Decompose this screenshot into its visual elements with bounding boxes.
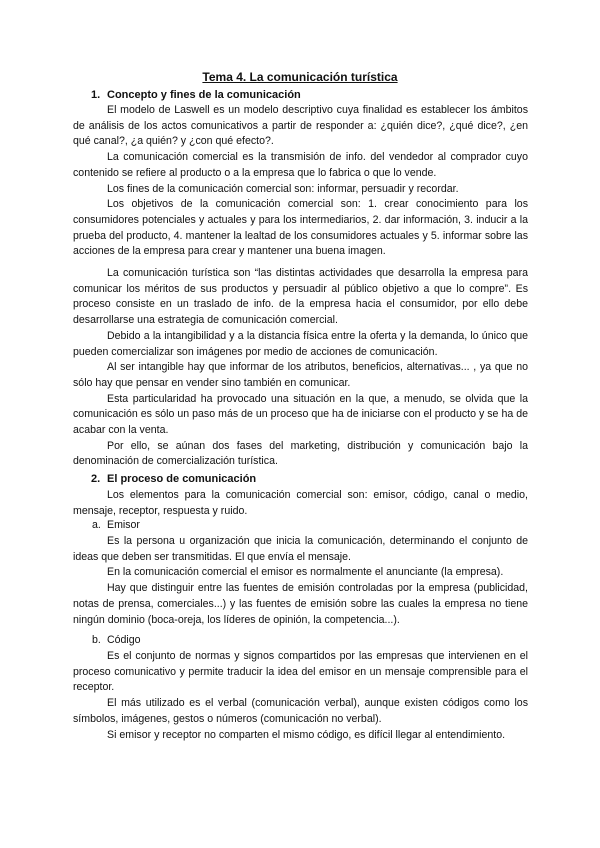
- section-1-body-continued: [73, 266, 528, 470]
- subsection-a-title: Emisor: [107, 519, 140, 531]
- paragraph: Debido a la intangibilidad y a la distancia física entre la oferta y la demanda, lo único que pueden comercializar son imágenes por medio de acciones de comunicación.: [73, 329, 528, 358]
- subsection-b-heading: [92, 633, 141, 649]
- paragraph: El más utilizado es el verbal (comunicación verbal), aunque existen códigos como los símbolos, imágenes, gestos o números (comunicación no verbal).: [73, 697, 528, 725]
- paragraph: La comunicación turística son “las distintas actividades que desarrolla la empresa para comunicar los méritos de sus productos y persuadir al público objetivo a que lo compre”. Es proceso consiste en un traslado de info. de la empresa hacia el consumidor, por ello debe desarrollarse una estrategia de comunicación comercial.: [73, 267, 528, 327]
- paragraph: Los fines de la comunicación comercial son: informar, persuadir y recordar.: [107, 182, 459, 195]
- subsection-a-body: [73, 534, 528, 628]
- section-1-title: Concepto y fines de la comunicación: [107, 89, 301, 101]
- paragraph: Hay que distinguir entre las fuentes de emisión controladas por la empresa (publicidad, notas de prensa, comerciales...) y las fuentes de emisión sobre las cuales la empresa no tiene ningún dominio (boca-oreja, los líderes de opinión, la competencia...).: [73, 582, 528, 626]
- paragraph: Al ser intangible hay que informar de los atributos, beneficios, alternativas... , ya que no sólo hay que pensar en vender sino también en comunicar.: [73, 361, 528, 389]
- section-2-number: 2.: [91, 473, 101, 485]
- section-2-heading: [91, 472, 256, 488]
- subsection-b-letter: b.: [92, 634, 101, 646]
- section-2-title: El proceso de comunicación: [107, 473, 257, 485]
- document-title: Tema 4. La comunicación turística: [202, 70, 398, 84]
- paragraph: Si emisor y receptor no comparten el mismo código, es difícil llegar al entendimiento.: [107, 728, 506, 741]
- section-1-number: 1.: [91, 89, 101, 101]
- section-1-heading: [91, 88, 301, 104]
- section-1-body: [73, 103, 528, 260]
- paragraph: Esta particularidad ha provocado una situación en la que, a menudo, se olvida que la comunicación es sólo un paso más de un proceso que ha de iniciarse con el producto y se ha de acabar con la venta.: [73, 392, 528, 437]
- paragraph: Es el conjunto de normas y signos compartidos por las empresas que intervienen en el proceso comunicativo y permite traducir la idea del emisor en un mensaje comprensible para el receptor.: [73, 650, 528, 694]
- section-2-intro: [73, 488, 528, 519]
- paragraph: El modelo de Laswell es un modelo descriptivo cuya finalidad es establecer los ámbitos de análisis de los actos comunicativos a partir de responder a: ¿quién dice?, ¿qué dice?, ¿en qué canal?, ¿a quién? y ¿con qué efecto?.: [73, 104, 528, 148]
- subsection-b-title: Código: [107, 634, 141, 646]
- paragraph: La comunicación comercial es la transmisión de info. del vendedor al comprador cuyo contenido se refiere al producto o a la empresa que lo fabrica o que lo vende.: [73, 151, 528, 179]
- subsection-b-body: [73, 649, 528, 743]
- paragraph: Los objetivos de la comunicación comercial son: 1. crear conocimiento para los consumidores potenciales y actuales y para los intermediarios, 2. dar información, 3. inducir a la prueba del producto, 4. mantener la lealtad de los consumidores actuales y 5. informar sobre las acciones de la empresa para crear y mantener una buena imagen.: [73, 198, 528, 258]
- subsection-a-heading: [92, 518, 140, 534]
- paragraph: Es la persona u organización que inicia la comunicación, determinando el conjunto de ideas que deben ser transmitidas. El que envía el mensaje.: [73, 535, 528, 563]
- paragraph: Por ello, se aúnan dos fases del marketing, distribución y comunicación bajo la denominación de comercialización turística.: [73, 439, 528, 468]
- paragraph: En la comunicación comercial el emisor es normalmente el anunciante (la empresa).: [107, 566, 504, 579]
- paragraph: Los elementos para la comunicación comercial son: emisor, código, canal o medio, mensaje, receptor, respuesta y ruido.: [73, 489, 528, 517]
- subsection-a-letter: a.: [92, 519, 101, 531]
